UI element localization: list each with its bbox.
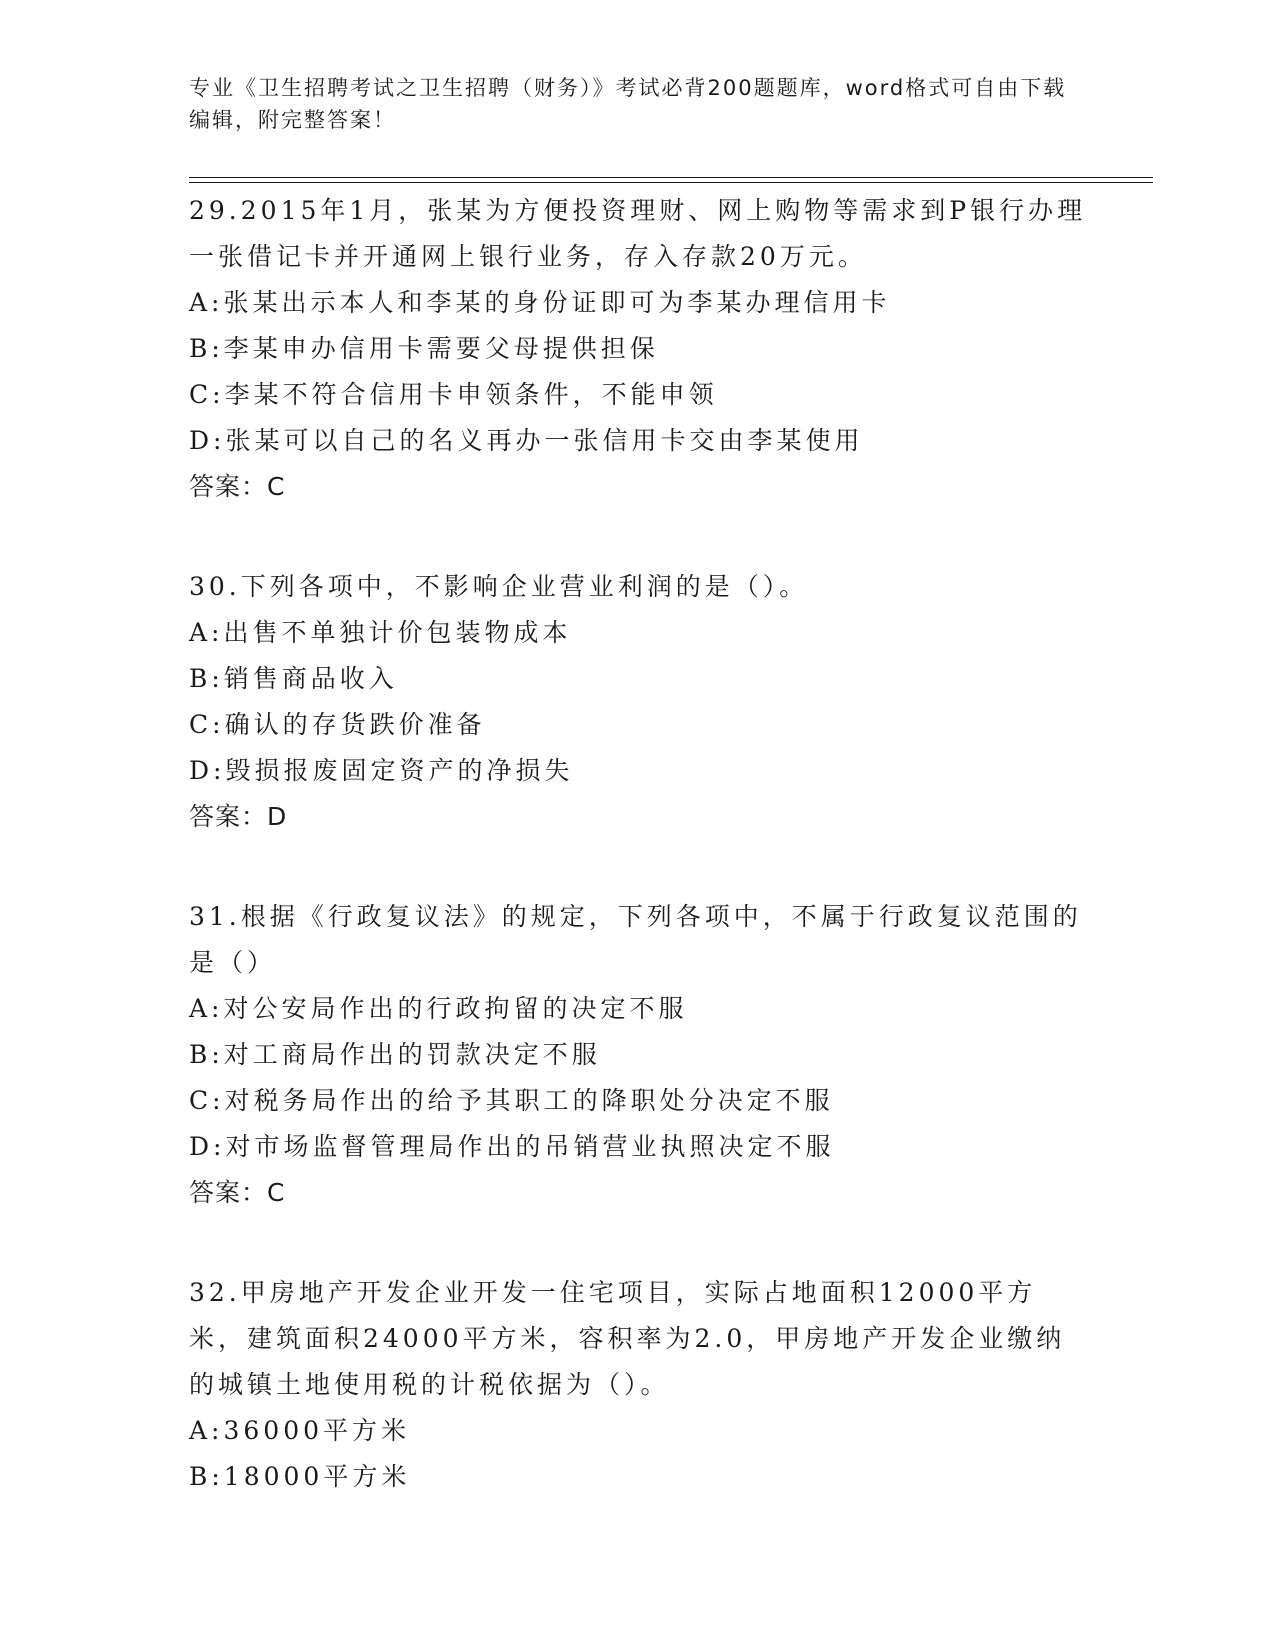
option-a xyxy=(189,280,1089,326)
option-key: B: xyxy=(189,334,224,363)
option-key: C: xyxy=(189,710,225,739)
question-stem: 30.下列各项中，不影响企业营业利润的是（）。 xyxy=(189,572,809,601)
question-stem: 29.2015年1月，张某为方便投资理财、网上购物等需求到P银行办理一张借记卡并开通网上银行业务，存入存款20万元。 xyxy=(189,196,1087,271)
option-text: 李某申办信用卡需要父母提供担保 xyxy=(223,334,659,363)
answer-line: 答案：C xyxy=(189,1178,286,1207)
option-a xyxy=(189,1408,1089,1454)
option-b xyxy=(189,326,1089,372)
option-text: 18000平方米 xyxy=(223,1462,411,1491)
header-divider-top xyxy=(189,177,1153,178)
option-text: 确认的存货跌价准备 xyxy=(224,710,486,739)
option-c xyxy=(189,372,1089,418)
option-a xyxy=(189,610,1089,656)
option-key: B: xyxy=(189,664,224,693)
question-29 xyxy=(189,188,1089,510)
option-d xyxy=(189,748,1089,794)
option-key: D: xyxy=(189,426,226,455)
option-key: B: xyxy=(189,1462,224,1491)
document-header: 专业《卫生招聘考试之卫生招聘（财务）》考试必背200题题库，word格式可自由下载编辑，附完整答案！ xyxy=(189,76,1067,132)
option-key: A: xyxy=(189,288,224,317)
question-31 xyxy=(189,894,1089,1216)
option-text: 出售不单独计价包装物成本 xyxy=(223,618,572,647)
option-key: A: xyxy=(189,994,224,1023)
option-a xyxy=(189,986,1089,1032)
option-b xyxy=(189,656,1089,702)
option-text: 对工商局作出的罚款决定不服 xyxy=(223,1040,601,1069)
question-32 xyxy=(189,1270,1089,1500)
header-divider-bottom xyxy=(189,182,1153,183)
option-c xyxy=(189,1078,1089,1124)
option-text: 36000平方米 xyxy=(223,1416,411,1445)
question-stem: 32.甲房地产开发企业开发一住宅项目，实际占地面积12000平方米，建筑面积24000平方米，容积率为2.0，甲房地产开发企业缴纳的城镇土地使用税的计税依据为（）。 xyxy=(189,1278,1066,1399)
option-key: A: xyxy=(189,618,224,647)
option-d xyxy=(189,1124,1089,1170)
option-key: C: xyxy=(189,1086,225,1115)
option-c xyxy=(189,702,1089,748)
option-text: 对市场监督管理局作出的吊销营业执照决定不服 xyxy=(225,1132,835,1161)
question-30 xyxy=(189,564,1089,840)
option-text: 李某不符合信用卡申领条件，不能申领 xyxy=(224,380,718,409)
option-text: 对公安局作出的行政拘留的决定不服 xyxy=(223,994,688,1023)
option-text: 毁损报废固定资产的净损失 xyxy=(225,756,574,785)
option-b xyxy=(189,1032,1089,1078)
option-text: 销售商品收入 xyxy=(223,664,398,693)
option-text: 张某出示本人和李某的身份证即可为李某办理信用卡 xyxy=(223,288,891,317)
option-text: 张某可以自己的名义再办一张信用卡交由李某使用 xyxy=(225,426,864,455)
option-d xyxy=(189,418,1089,464)
answer-line: 答案：D xyxy=(189,802,288,831)
question-stem: 31.根据《行政复议法》的规定，下列各项中，不属于行政复议范围的是（） xyxy=(189,902,1082,977)
answer-line: 答案：C xyxy=(189,472,286,501)
option-key: B: xyxy=(189,1040,224,1069)
option-b xyxy=(189,1454,1089,1500)
option-text: 对税务局作出的给予其职工的降职处分决定不服 xyxy=(224,1086,834,1115)
question-list xyxy=(189,188,1089,1554)
option-key: C: xyxy=(189,380,225,409)
option-key: D: xyxy=(189,1132,226,1161)
option-key: D: xyxy=(189,756,226,785)
option-key: A: xyxy=(189,1416,224,1445)
